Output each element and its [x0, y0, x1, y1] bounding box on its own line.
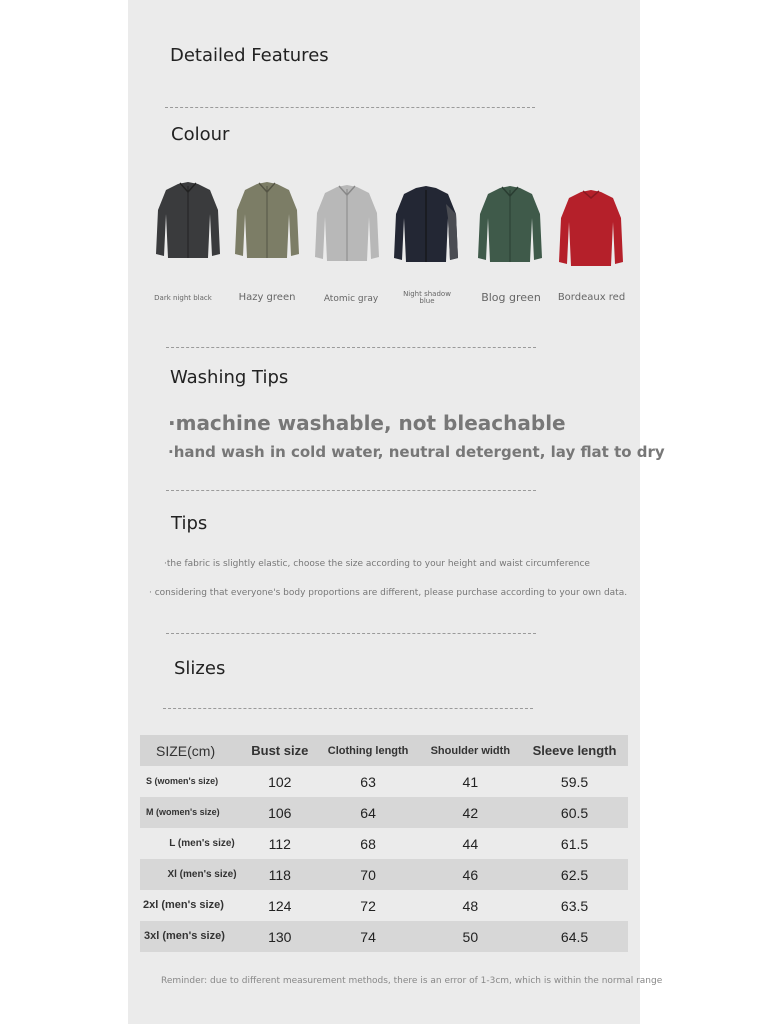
bust-value: 130	[243, 921, 317, 952]
shoulder-value: 42	[420, 797, 521, 828]
shoulder-value: 50	[420, 921, 521, 952]
sleeve-value: 62.5	[521, 859, 628, 890]
detailed-features-heading: Detailed Features	[170, 45, 329, 66]
divider	[166, 347, 536, 348]
jacket-image-night-shadow-blue	[392, 184, 460, 264]
size-table	[140, 735, 628, 952]
size-label: S (women's size)	[146, 776, 219, 786]
table-row	[140, 828, 628, 859]
bust-value: 106	[243, 797, 317, 828]
jacket-image-bordeaux-red	[557, 188, 625, 268]
length-value: 72	[360, 897, 376, 914]
size-label: 3xl (men's size)	[140, 921, 243, 952]
shoulder-value: 44	[462, 835, 479, 852]
tip-line: · considering that everyone's body proportions are different, please purchase according to your own data.	[149, 588, 628, 598]
size-table-header	[140, 735, 628, 766]
sleeve-value: 59.5	[560, 773, 589, 790]
colour-label-atomic-gray: Atomic gray	[323, 294, 379, 304]
bust-value: 102	[268, 773, 292, 790]
bust-value: 112	[268, 835, 291, 852]
colour-heading: Colour	[171, 124, 230, 145]
jacket-body	[559, 190, 623, 266]
size-label: 2xl (men's size)	[143, 899, 224, 911]
jacket-image-hazy-green	[233, 180, 301, 260]
divider	[166, 633, 536, 634]
length-value: 70	[317, 859, 420, 890]
size-label: M (women's size)	[140, 797, 243, 828]
measurement-reminder: Reminder: due to different measurement methods, there is an error of 1-3cm, which is within the normal range	[161, 976, 663, 986]
header-sleeve-length: Sleeve length	[521, 735, 628, 766]
colour-label-bordeaux-red: Bordeaux red	[557, 292, 626, 303]
jacket-image-blog-green	[476, 184, 544, 264]
sizes-heading: Slizes	[174, 658, 226, 679]
length-value: 63	[360, 773, 376, 790]
length-value: 68	[360, 835, 376, 852]
sleeve-value: 61.5	[560, 835, 589, 852]
bust-value: 118	[243, 859, 317, 890]
divider	[165, 107, 535, 108]
table-row	[140, 797, 628, 828]
divider	[163, 708, 533, 709]
divider	[166, 490, 536, 491]
shoulder-value: 46	[420, 859, 521, 890]
washing-tips-heading: Washing Tips	[170, 367, 289, 388]
colour-label-hazy-green: Hazy green	[238, 292, 296, 303]
sleeve-value: 63.5	[560, 897, 589, 914]
colour-label-dark-night-black: Dark night black	[154, 294, 212, 302]
jacket-image-dark-night-black	[154, 180, 222, 260]
washing-tip-line: ·hand wash in cold water, neutral detergent, lay flat to dry	[168, 443, 665, 461]
colour-label-night-shadow-blue: Night shadow blue	[403, 290, 451, 305]
header-bust: Bust size	[243, 735, 317, 766]
table-row	[140, 921, 628, 952]
length-value: 64	[317, 797, 420, 828]
jacket-image-atomic-gray	[313, 183, 381, 263]
header-shoulder-width: Shoulder width	[420, 735, 521, 766]
length-value: 74	[317, 921, 420, 952]
colour-label-blog-green: Blog green	[481, 291, 541, 304]
table-row	[140, 766, 628, 797]
header-size: SIZE(cm)	[140, 735, 243, 766]
sleeve-value: 60.5	[521, 797, 628, 828]
header-clothing-length: Clothing length	[317, 735, 420, 766]
bust-value: 124	[268, 897, 292, 914]
table-row	[140, 859, 628, 890]
washing-tip-line: ·machine washable, not bleachable	[168, 411, 566, 435]
size-label: Xl (men's size)	[140, 859, 243, 890]
sleeve-value: 64.5	[521, 921, 628, 952]
shoulder-value: 48	[462, 897, 479, 914]
tips-heading: Tips	[171, 513, 208, 534]
size-label: L (men's size)	[169, 838, 235, 849]
shoulder-value: 41	[462, 773, 479, 790]
tip-line: ·the fabric is slightly elastic, choose the size according to your height and waist circumference	[164, 559, 590, 569]
table-row	[140, 890, 628, 921]
jacket-side-panel	[446, 204, 458, 260]
